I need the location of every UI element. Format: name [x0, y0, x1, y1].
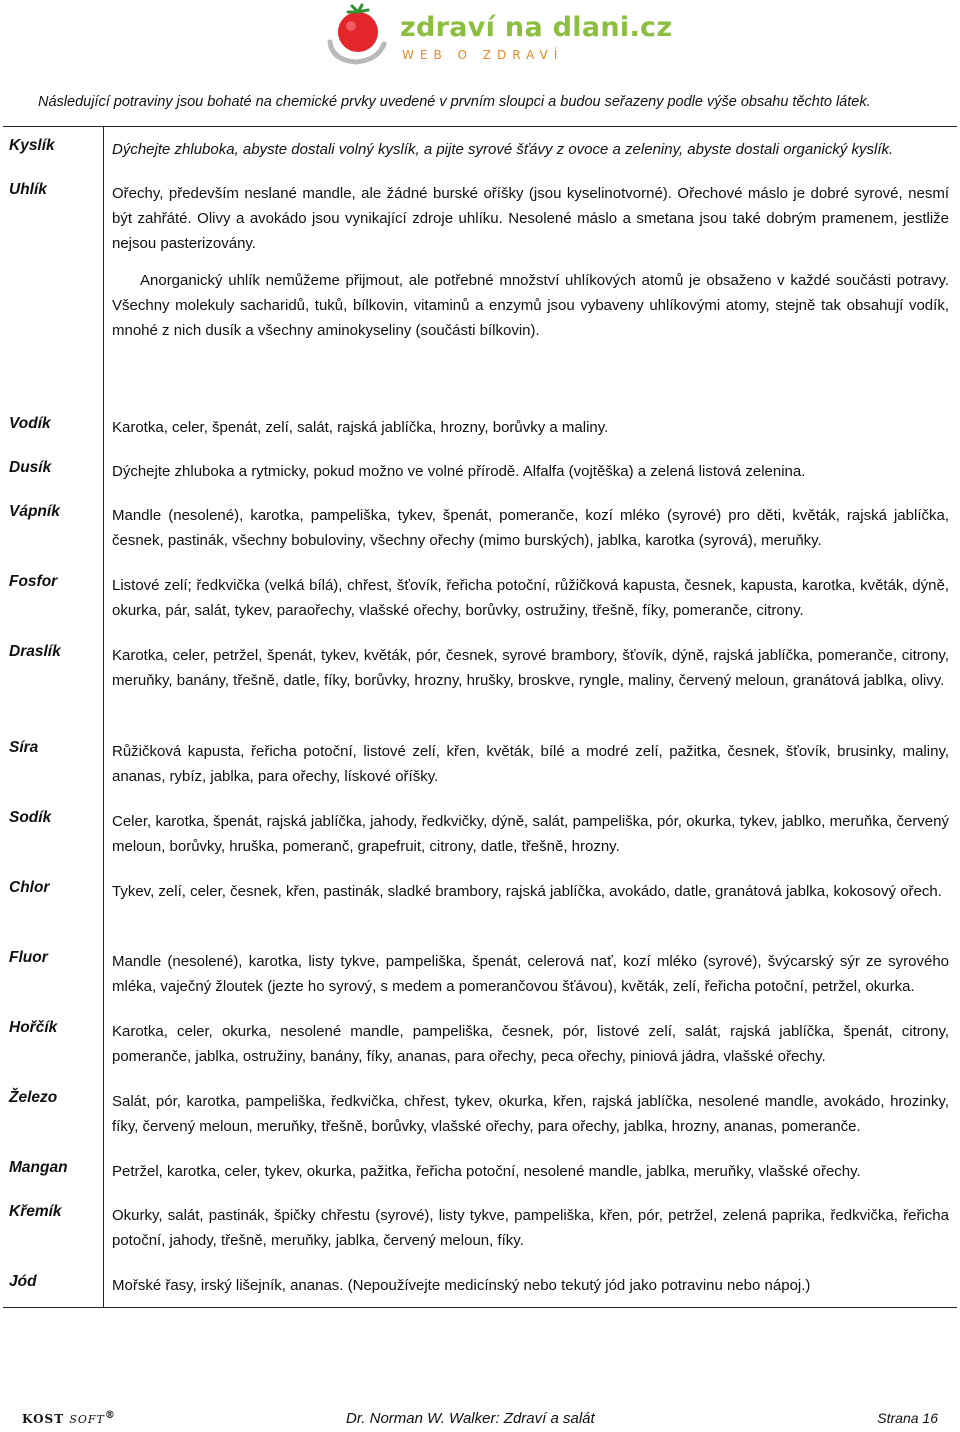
- food-paragraph: Ořechy, především neslané mandle, ale žádné burské oříšky (jsou kyselinotvorné). Ořechové máslo je dobré syrové, nesmí být zahřáté. Olivy a avokádo jsou vynikající zdroje uhlíku. Nesolené máslo a smetana jsou také dobrým pramenem, jestliže nejsou pasterizovány.: [112, 185, 949, 252]
- food-list: Růžičková kapusta, řeřicha potoční, listové zelí, křen, květák, bílé a modré zelí, pažitka, česnek, šťovík, brusinky, maliny, ananas, rybíz, jablka, para ořechy, lískové oříšky.: [112, 743, 949, 785]
- food-list: Mandle (nesolené), karotka, pampeliška, tykev, špenát, pomeranče, kozí mléko (syrové) pro děti, květák, rajská jablíčka, česnek, pastinák, všechny bobuloviny, všechny ořechy (mimo burských), jablka, karotka (syrová), meruňky.: [112, 507, 949, 549]
- food-list: Dýchejte zhluboka a rytmicky, pokud možno ve volné přírodě. Alfalfa (vojtěška) a zelená listová zelenina.: [112, 463, 806, 480]
- food-list: Dýchejte zhluboka, abyste dostali volný kyslík, a pijte syrové šťávy z ovoce a zeleniny, abyste dostali organický kyslík.: [112, 141, 894, 158]
- element-name: Uhlík: [3, 171, 104, 405]
- table-row: [3, 1079, 957, 1149]
- food-paragraph-note: Anorganický uhlík nemůžeme přijmout, ale potřebné množství uhlíkových atomů je obsaženo v každé součásti potravy. Všechny molekuly sacharidů, tuků, bílkovin, vitaminů a enzymů jsou vybaveny uhlíkovými atomy, stejně tak obsahují vodík, mnohé z nich dusík a všechny aminokyseliny (součásti bílkovin).: [112, 272, 949, 339]
- tomato-hand-icon: [322, 2, 394, 66]
- footer-author: Dr. Norman W. Walker: Zdraví a salát: [346, 1410, 595, 1427]
- table-row: [3, 1193, 957, 1263]
- element-name: Draslík: [3, 633, 104, 729]
- table-row: [3, 563, 957, 633]
- table-row: [3, 939, 957, 1009]
- element-name: Chlor: [3, 869, 104, 939]
- logo-subtitle: WEB O ZDRAVÍ: [402, 48, 564, 62]
- table-row: [3, 729, 957, 799]
- element-name: Vápník: [3, 493, 104, 563]
- food-list: Listové zelí; ředkvička (velká bílá), chřest, šťovík, řeřicha potoční, růžičková kapusta, česnek, kapusta, karotka, květák, dýně, okurka, pár, salát, tykev, paraořechy, vlašské ořechy, borůvky, ostružiny, třešně, fíky, pomeranče, citrony.: [112, 577, 949, 619]
- table-row: [3, 1263, 957, 1307]
- table-row: [3, 1149, 957, 1193]
- site-logo[interactable]: [322, 2, 673, 66]
- element-name: Hořčík: [3, 1009, 104, 1079]
- element-name: Kyslík: [3, 127, 104, 171]
- element-name: Jód: [3, 1263, 104, 1307]
- table-row: [3, 1009, 957, 1079]
- food-list: Tykev, zelí, celer, česnek, křen, pastinák, sladké brambory, rajská jablíčka, avokádo, datle, granátová jablka, kokosový ořech.: [112, 883, 942, 900]
- food-list: Karotka, celer, petržel, špenát, tykev, květák, pór, česnek, syrové brambory, šťovík, dýně, rajská jablíčka, pomeranče, citrony, meruňky, banány, třešně, datle, fíky, borůvky, hrozny, hrušky, broskve, ryngle, maliny, červený meloun, granátová jablka, olivy.: [112, 647, 949, 689]
- intro-text: Následující potraviny jsou bohaté na chemické prvky uvedené v prvním sloupci a budou seřazeny podle výše obsahu těchto látek.: [38, 94, 871, 110]
- element-foods-table: [3, 126, 957, 1308]
- element-name: Síra: [3, 729, 104, 799]
- food-list: Mandle (nesolené), karotka, listy tykve, pampeliška, špenát, celerová nať, kozí mléko (syrové), švýcarský sýr ze syrového mléka, vaječný žloutek (jezte ho syrový, s medem a pomerančovou šťávou), květák, zelí, řeřicha potoční, petržel, okurka.: [112, 953, 949, 995]
- food-list: Salát, pór, karotka, pampeliška, ředkvička, chřest, tykev, okurka, křen, rajská jablíčka, nesolené mandle, avokádo, hrozinky, fíky, červený meloun, meruňky, třešně, borůvky, vlašské ořechy, para ořechy, jablka, hrozny, ananas, pomeranče.: [112, 1093, 949, 1135]
- table-row: [3, 171, 957, 405]
- food-list: Karotka, celer, špenát, zelí, salát, rajská jablíčka, hrozny, borůvky a maliny.: [112, 419, 609, 436]
- element-name: Vodík: [3, 405, 104, 449]
- element-name: Dusík: [3, 449, 104, 493]
- food-list: Karotka, celer, okurka, nesolené mandle, pampeliška, česnek, pór, listové zelí, salát, rajská jablíčka, špenát, citrony, pomeranče, jablka, ostružiny, banány, fíky, ananas, para ořechy, peca ořechy, piniová jádra, vlašské ořechy.: [112, 1023, 949, 1065]
- element-name: Železo: [3, 1079, 104, 1149]
- page-footer: [22, 1406, 938, 1430]
- table-row: [3, 405, 957, 449]
- element-name: Sodík: [3, 799, 104, 869]
- table-row: [3, 633, 957, 729]
- element-name: Křemík: [3, 1193, 104, 1263]
- element-name: Fosfor: [3, 563, 104, 633]
- table-row: [3, 127, 957, 171]
- table-row: [3, 449, 957, 493]
- food-list: Okurky, salát, pastinák, špičky chřestu (syrové), listy tykve, pampeliška, křen, pór, petržel, zelená paprika, ředkvička, řeřicha potoční, jahody, třešně, meruňky, jablka, červený meloun, fíky.: [112, 1207, 949, 1249]
- page-number: Strana 16: [877, 1410, 938, 1426]
- element-name: Mangan: [3, 1149, 104, 1193]
- logo-title: zdraví na dlani.cz: [400, 12, 673, 43]
- food-list: Celer, karotka, špenát, rajská jablíčka, jahody, ředkvičky, dýně, salát, pampeliška, pór, okurka, tykev, jablko, meruňka, červený meloun, borůvky, hruška, pomeranč, grapefruit, citrony, datle, třešně, hrozny.: [112, 813, 949, 855]
- table-row: [3, 799, 957, 869]
- kostsoft-logo: KOST SOFT®: [22, 1410, 116, 1426]
- table-row: [3, 493, 957, 563]
- food-list: Mořské řasy, irský lišejník, ananas. (Nepoužívejte medicínský nebo tekutý jód jako potravinu nebo nápoj.): [112, 1277, 811, 1294]
- food-list: [104, 171, 957, 405]
- table-row: [3, 869, 957, 939]
- element-name: Fluor: [3, 939, 104, 1009]
- food-list: Petržel, karotka, celer, tykev, okurka, pažitka, řeřicha potoční, nesolené mandle, jablka, meruňky, vlašské ořechy.: [112, 1163, 861, 1180]
